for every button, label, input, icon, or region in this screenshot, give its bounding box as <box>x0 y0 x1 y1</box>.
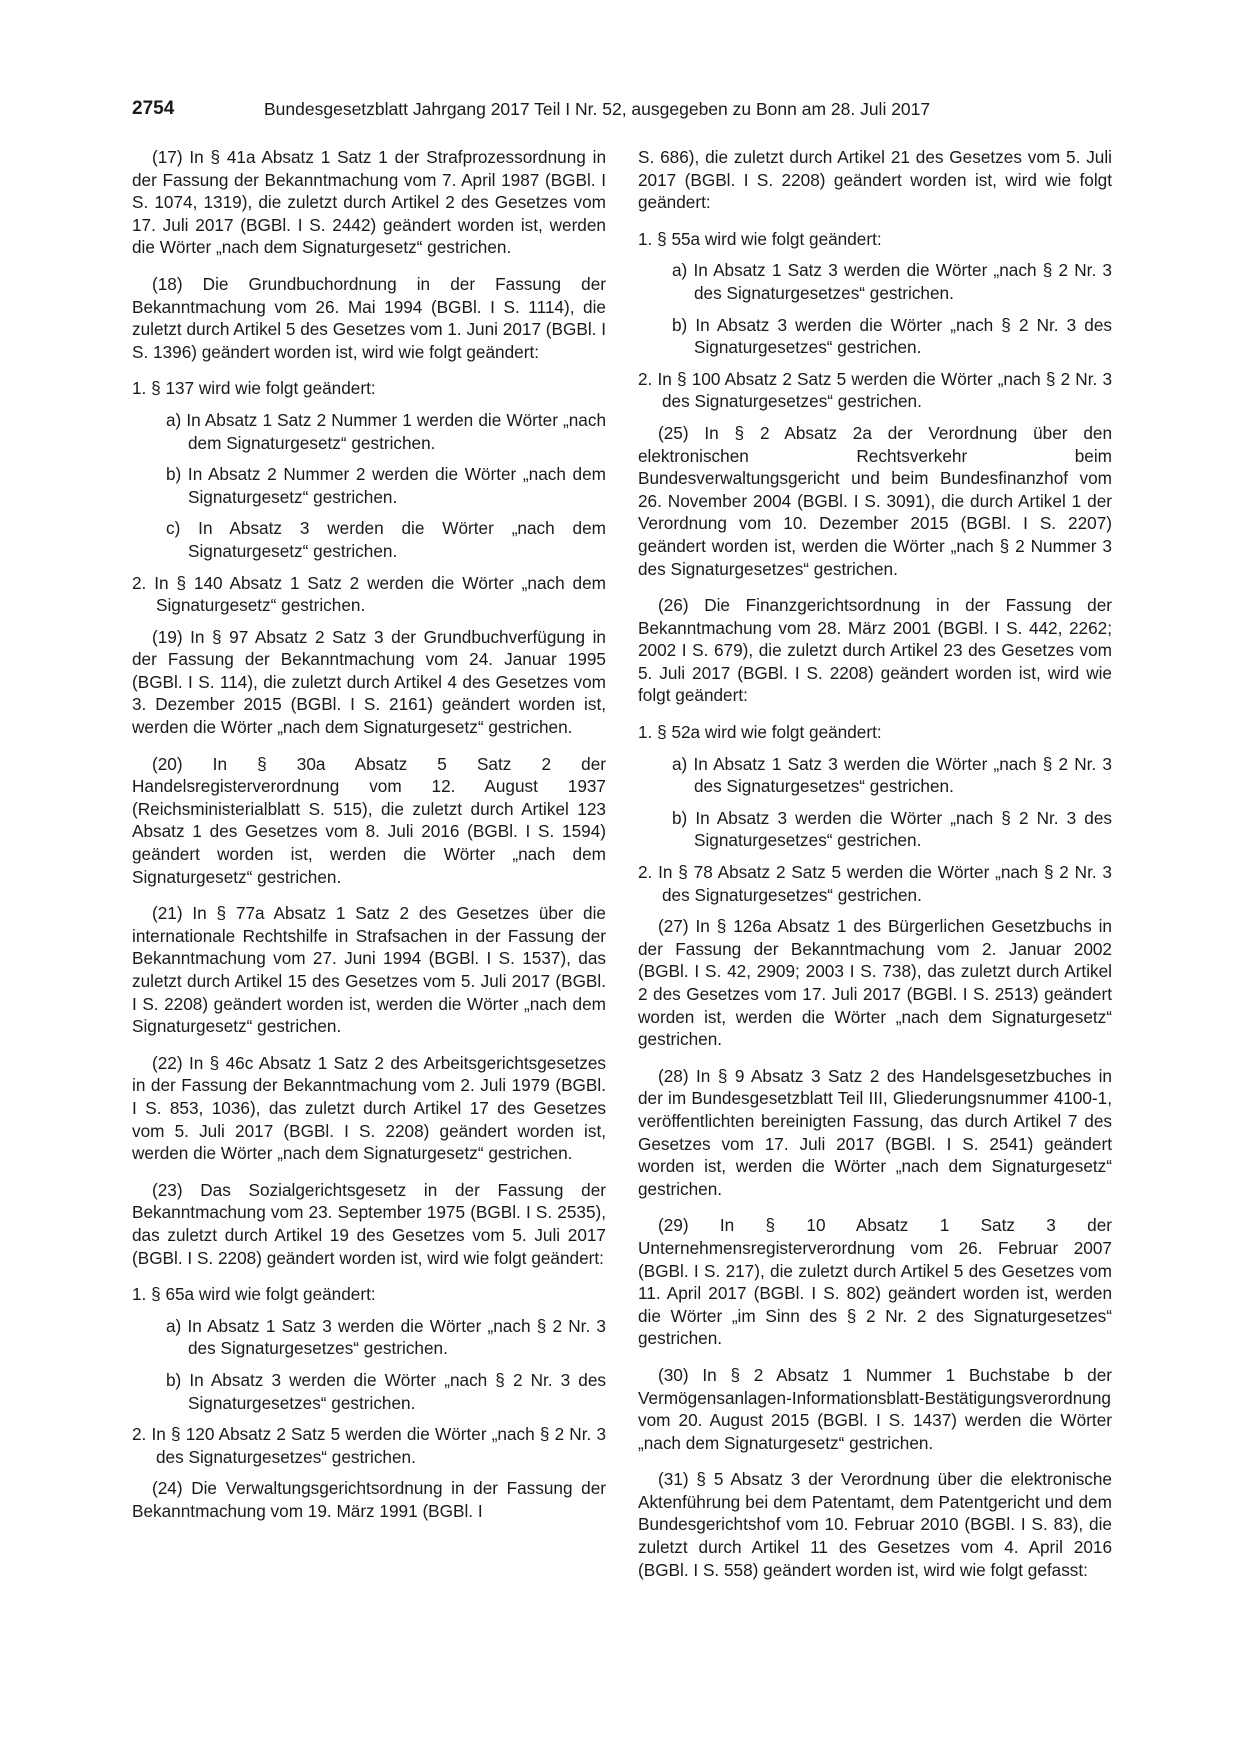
list-item: 1. § 52a wird wie folgt geändert: <box>638 722 882 743</box>
sub-item: b) In Absatz 3 werden die Wörter „nach § 2 Nr. 3 des Signaturgesetzes“ gestrichen. <box>672 314 1112 358</box>
paragraph: (30) In § 2 Absatz 1 Nummer 1 Buchstabe b der Vermögensanlagen-Informationsblatt-Bestätigungsverordnung vom 20. August 2015 (BGBl. I S. 1437) werden die Wörter „nach dem Signaturgesetz“ gestrichen. <box>638 1364 1112 1453</box>
running-title: Bundesgesetzblatt Jahrgang 2017 Teil I Nr. 52, ausgegeben zu Bonn am 28. Juli 2017 <box>264 99 931 119</box>
sub-item: a) In Absatz 1 Satz 3 werden die Wörter „nach § 2 Nr. 3 des Signaturgesetzes“ gestrichen. <box>672 753 1112 797</box>
list-item: 1. § 65a wird wie folgt geändert: <box>132 1284 376 1305</box>
paragraph: (26) Die Finanzgerichtsordnung in der Fassung der Bekanntmachung vom 28. März 2001 (BGBl. I S. 442, 2262; 2002 I S. 679), die zuletzt durch Artikel 23 des Gesetzes vom 5. Juli 2017 (BGBl. I S. 2208) geändert worden ist, wird wie folgt geändert: <box>638 595 1112 706</box>
left-column <box>132 146 606 1536</box>
sub-item: b) In Absatz 2 Nummer 2 werden die Wörter „nach dem Signaturgesetz“ gestrichen. <box>166 464 606 507</box>
paragraph: (29) In § 10 Absatz 1 Satz 3 der Unternehmensregisterverordnung vom 26. Februar 2007 (BGBl. I S. 217), die zuletzt durch Artikel 5 des Gesetzes vom 11. April 2017 (BGBl. I S. 802) geändert worden ist, werden die Wörter „im Sinn des § 2 Nr. 2 des Signaturgesetzes“ gestrichen. <box>638 1215 1112 1349</box>
page-number: 2754 <box>132 98 175 119</box>
paragraph: (27) In § 126a Absatz 1 des Bürgerlichen Gesetzbuchs in der Fassung der Bekanntmachung vom 2. Januar 2002 (BGBl. I S. 42, 2909; 2003 I S. 738), das zuletzt durch Artikel 2 des Gesetzes vom 17. Juli 2017 (BGBl. I S. 2513) geändert worden ist, werden die Wörter „nach dem Signaturgesetz“ gestrichen. <box>638 916 1112 1050</box>
paragraph: (23) Das Sozialgerichtsgesetz in der Fassung der Bekanntmachung vom 23. September 1975 (BGBl. I S. 2535), das zuletzt durch Artikel 19 des Gesetzes vom 5. Juli 2017 (BGBl. I S. 2208) geändert worden ist, wird wie folgt geändert: <box>132 1179 606 1268</box>
page-header <box>132 98 1112 128</box>
list-item: 1. § 137 wird wie folgt geändert: <box>132 378 376 399</box>
paragraph: (22) In § 46c Absatz 1 Satz 2 des Arbeitsgerichtsgesetzes in der Fassung der Bekanntmachung vom 2. Juli 1979 (BGBl. I S. 853, 1036), das zuletzt durch Artikel 17 des Gesetzes vom 5. Juli 2017 (BGBl. I S. 2208) geändert worden ist, werden die Wörter „nach dem Signaturgesetz“ gestrichen. <box>132 1052 606 1164</box>
sub-item: a) In Absatz 1 Satz 2 Nummer 1 werden die Wörter „nach dem Signaturgesetz“ gestrichen. <box>166 409 606 453</box>
list-item: 2. In § 120 Absatz 2 Satz 5 werden die Wörter „nach § 2 Nr. 3 des Signaturgesetzes“ gestrichen. <box>132 1424 606 1467</box>
sub-item: b) In Absatz 3 werden die Wörter „nach § 2 Nr. 3 des Signaturgesetzes“ gestrichen. <box>672 807 1112 851</box>
list-item: 2. In § 140 Absatz 1 Satz 2 werden die Wörter „nach dem Signaturgesetz“ gestrichen. <box>132 572 606 616</box>
sub-item: a) In Absatz 1 Satz 3 werden die Wörter „nach § 2 Nr. 3 des Signaturgesetzes“ gestrichen. <box>672 260 1112 303</box>
paragraph: (25) In § 2 Absatz 2a der Verordnung über den elektronischen Rechtsverkehr beim Bundesverwaltungsgericht und beim Bundesfinanzhof vom 26. November 2004 (BGBl. I S. 3091), die durch Artikel 1 der Verordnung vom 10. Dezember 2015 (BGBl. I S. 2207) geändert worden ist, werden die Wörter „nach § 2 Nummer 3 des Signaturgesetzes“ gestrichen. <box>638 422 1112 579</box>
paragraph: (20) In § 30a Absatz 5 Satz 2 der Handelsregisterverordnung vom 12. August 1937 (Reichsministerialblatt S. 515), die zuletzt durch Artikel 123 Absatz 1 des Gesetzes vom 8. Juli 2016 (BGBl. I S. 1594) geändert worden ist, werden die Wörter „nach dem Signaturgesetz“ gestrichen. <box>132 753 606 887</box>
paragraph: (17) In § 41a Absatz 1 Satz 1 der Strafprozessordnung in der Fassung der Bekanntmachung vom 7. April 1987 (BGBl. I S. 1074, 1319), die zuletzt durch Artikel 2 des Gesetzes vom 17. Juli 2017 (BGBl. I S. 2442) geändert worden ist, werden die Wörter „nach dem Signaturgesetz“ gestrichen. <box>132 147 606 258</box>
paragraph: (19) In § 97 Absatz 2 Satz 3 der Grundbuchverfügung in der Fassung der Bekanntmachung vom 24. Januar 1995 (BGBl. I S. 114), die zuletzt durch Artikel 4 des Gesetzes vom 3. Dezember 2015 (BGBl. I S. 2161) geändert worden ist, werden die Wörter „nach dem Signaturgesetz“ gestrichen. <box>132 626 606 738</box>
paragraph: (31) § 5 Absatz 3 der Verordnung über die elektronische Aktenführung bei dem Patentamt, dem Patentgericht und dem Bundesgerichtshof vom 10. Februar 2010 (BGBl. I S. 83), die zuletzt durch Artikel 11 des Gesetzes vom 4. April 2016 (BGBl. I S. 558) geändert worden ist, wird wie folgt gefasst: <box>638 1469 1112 1580</box>
list-item: 2. In § 100 Absatz 2 Satz 5 werden die Wörter „nach § 2 Nr. 3 des Signaturgesetzes“ gestrichen. <box>638 368 1112 412</box>
sub-item: a) In Absatz 1 Satz 3 werden die Wörter „nach § 2 Nr. 3 des Signaturgesetzes“ gestrichen. <box>166 1315 606 1359</box>
sub-item: b) In Absatz 3 werden die Wörter „nach § 2 Nr. 3 des Signaturgesetzes“ gestrichen. <box>166 1369 606 1413</box>
sub-item: c) In Absatz 3 werden die Wörter „nach dem Signaturgesetz“ gestrichen. <box>166 518 606 561</box>
right-column <box>638 146 1112 1595</box>
list-item: 1. § 55a wird wie folgt geändert: <box>638 228 882 249</box>
paragraph: (28) In § 9 Absatz 3 Satz 2 des Handelsgesetzbuches in der im Bundesgesetzblatt Teil III, Gliederungsnummer 4100-1, veröffentlichten bereinigten Fassung, das durch Artikel 7 des Gesetzes vom 17. Juli 2017 (BGBl. I S. 2541) geändert worden ist, werden die Wörter „nach dem Signaturgesetz“ gestrichen. <box>638 1065 1112 1199</box>
paragraph: (21) In § 77a Absatz 1 Satz 2 des Gesetzes über die internationale Rechtshilfe in Strafsachen in der Fassung der Bekanntmachung vom 27. Juni 1994 (BGBl. I S. 1537), das zuletzt durch Artikel 15 des Gesetzes vom 5. Juli 2017 (BGBl. I S. 2208) geändert worden ist, werden die Wörter „nach dem Signaturgesetz“ gestrichen. <box>132 903 606 1037</box>
paragraph: (24) Die Verwaltungsgerichtsordnung in der Fassung der Bekanntmachung vom 19. März 1991 (BGBl. I <box>132 1478 606 1521</box>
paragraph: (18) Die Grundbuchordnung in der Fassung der Bekanntmachung vom 26. Mai 1994 (BGBl. I S. 1114), die zuletzt durch Artikel 5 des Gesetzes vom 1. Juni 2017 (BGBl. I S. 1396) geändert worden ist, wird wie folgt geändert: <box>132 273 606 362</box>
list-item: 2. In § 78 Absatz 2 Satz 5 werden die Wörter „nach § 2 Nr. 3 des Signaturgesetzes“ gestrichen. <box>638 862 1112 905</box>
paragraph: S. 686), die zuletzt durch Artikel 21 des Gesetzes vom 5. Juli 2017 (BGBl. I S. 2208) geändert worden ist, wird wie folgt geändert: <box>638 147 1112 213</box>
